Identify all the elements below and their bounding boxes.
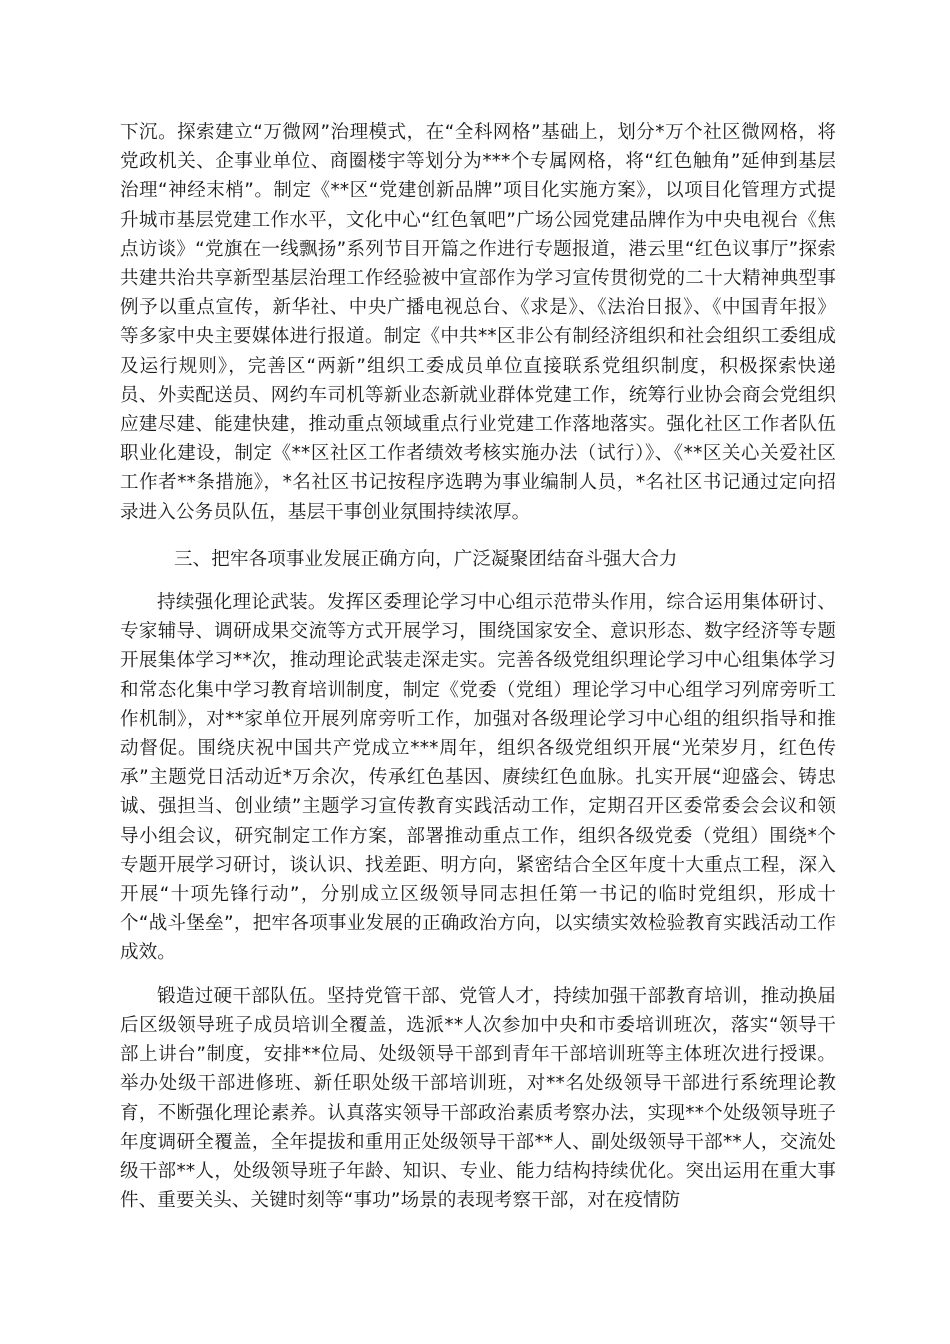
paragraph-grassroots-governance: 下沉。探索建立“万微网”治理模式，在“全科网格”基础上，划分*万个社区微网格，将党政机关、企事业单位、商圈楼宇等划分为***个专属网格，将“红色触角”延伸到基层治理“神经末梢”。制定《**区“党建创新品牌”项目化实施方案》，以项目化管理方式提升城市基层党建工作水平，文化中心“红色氧吧”广场公园党建品牌作为中央电视台《焦点访谈》“党旗在一线飘扬”系列节目开篇之作进行专题报道，港云里“红色议事厅”探索共建共治共享新型基层治理工作经验被中宣部作为学习宣传贯彻党的二十大精神典型事例予以重点宣传，新华社、中央广播电视总台、《求是》、《法治日报》、《中国青年报》等多家中央主要媒体进行报道。制定《中共**区非公有制经济组织和社会组织工委组成及运行规则》，完善区“两新”组织工委成员单位直接联系党组织制度，积极探索快递员、外卖配送员、网约车司机等新业态新就业群体党建工作，统筹行业协会商会党组织应建尽建、能建快建，推动重点领域重点行业党建工作落地落实。强化社区工作者队伍职业化建设，制定《**区社区工作者绩效考核实施办法（试行）》、《**区关心关爱社区工作者**条措施》，*名社区书记按程序选聘为事业编制人员，*名社区书记通过定向招录进入公务员队伍，基层干事创业氛围持续浓厚。 [120,122,836,523]
section-heading-3: 三、把牢各项事业发展正确方向，广泛凝聚团结奋斗强大合力 [174,548,678,570]
document-page [120,118,836,1215]
paragraph-theory-study: 持续强化理论武装。发挥区委理论学习中心组示范带头作用，综合运用集体研讨、专家辅导、调研成果交流等方式开展学习，围绕国家安全、意识形态、数字经济等专题开展集体学习**次，推动理论武装走深走实。完善各级党组织理论学习中心组集体学习和常态化集中学习教育培训制度，制定《党委（党组）理论学习中心组学习列席旁听工作机制》，对**家单位开展列席旁听工作，加强对各级理论学习中心组的组织指导和推动督促。围绕庆祝中国共产党成立***周年，组织各级党组织开展“光荣岁月，红色传承”主题党日活动近*万余次，传承红色基因、赓续红色血脉。扎实开展“迎盛会、铸忠诚、强担当、创业绩”主题学习宣传教育实践活动工作，定期召开区委常委会会议和领导小组会议，研究制定工作方案，部署推动重点工作，组织各级党委（党组）围绕*个专题开展学习研讨，谈认识、找差距、明方向，紧密结合全区年度十大重点工程，深入开展“十项先锋行动”，分别成立区级领导同志担任第一书记的临时党组织，形成十个“战斗堡垒”，把牢各项事业发展的正确政治方向，以实绩实效检验教育实践活动工作成效。 [120,592,836,964]
paragraph-cadre-team: 锻造过硬干部队伍。坚持党管干部、党管人才，持续加强干部教育培训，推动换届后区级领导班子成员培训全覆盖，选派**人次参加中央和市委培训班次，落实“领导干部上讲台”制度，安排**位局、处级领导干部到青年干部培训班等主体班次进行授课。举办处级干部进修班、新任职处级干部培训班，对**名处级领导干部进行系统理论教育，不断强化理论素养。认真落实领导干部政治素质考察办法，实现**个处级领导班子年度调研全覆盖，全年提拔和重用正处级领导干部**人、副处级领导干部**人，交流处级干部**人，处级领导班子年龄、知识、专业、能力结构持续优化。突出运用在重大事件、重要关头、关键时刻等“事功”场景的表现考察干部，对在疫情防 [120,985,836,1212]
